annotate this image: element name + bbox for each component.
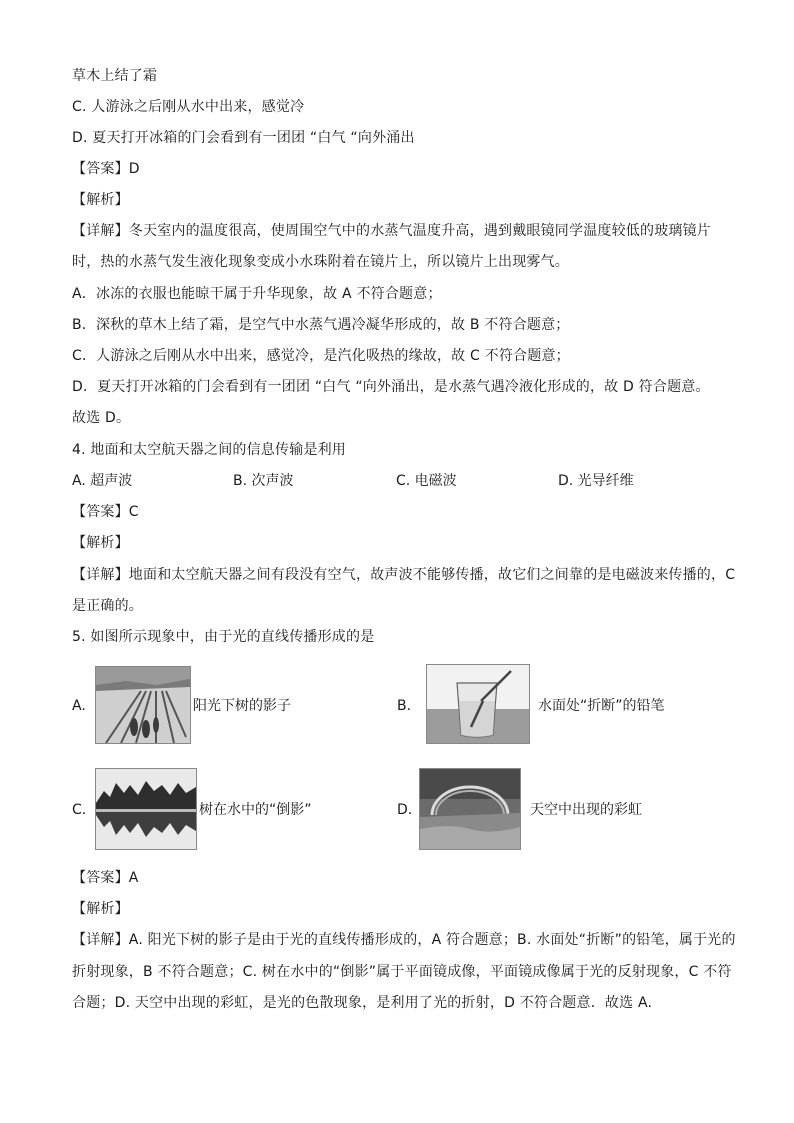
answer-label: 【答案】A [72, 870, 139, 886]
question-4-stem: 4. 地面和太空航天器之间的信息传输是利用 [72, 442, 347, 458]
option-c-text: C. 人游泳之后刚从水中出来，感觉冷 [72, 99, 305, 115]
option-d-text: D. 夏天打开冰箱的门会看到有一团团 “白气 “向外涌出 [72, 130, 415, 146]
q4-option-b: B. 次声波 [233, 473, 294, 489]
explanation-line: 时，热的水蒸气发生液化现象变成小水珠附着在镜片上，所以镜片上出现雾气。 [72, 254, 569, 270]
q4-option-c: C. 电磁波 [396, 473, 457, 489]
explanation-line: 【详解】冬天室内的温度很高，使周围空气中的水蒸气温度升高，遇到戴眼镜同学温度较低的玻璃镜片 [72, 223, 711, 239]
explanation-line: 【详解】A. 阳光下树的影子是由于光的直线传播形成的，A 符合题意；B. 水面处“折断”的铅笔，属于光的 [72, 932, 736, 948]
rainbow-photo [419, 768, 521, 850]
q5-option-b-letter: B. [397, 698, 412, 714]
q5-option-c-caption: 树在水中的“倒影” [199, 802, 312, 818]
question-5-stem: 5. 如图所示现象中，由于光的直线传播形成的是 [72, 629, 375, 645]
analysis-label: 【解析】 [72, 192, 129, 208]
q5-option-c-letter: C. [72, 802, 87, 818]
tree-reflection-photo [95, 768, 197, 850]
explanation-line: C．人游泳之后刚从水中出来，感觉冷，是汽化吸热的缘故，故 C 不符合题意； [72, 348, 570, 364]
q4-option-a: A. 超声波 [72, 473, 133, 489]
explanation-line: 【详解】地面和太空航天器之间有段没有空气，故声波不能够传播，故它们之间靠的是电磁波来传播的，C [72, 567, 736, 583]
q5-option-d-letter: D. [397, 802, 413, 818]
explanation-line: D．夏天打开冰箱的门会看到有一团团 “白气 “向外涌出，是水蒸气遇冷液化形成的，故 D 符合题意。 [72, 379, 710, 395]
answer-label: 【答案】C [72, 504, 139, 520]
analysis-label: 【解析】 [72, 901, 129, 917]
q5-option-a-caption: 阳光下树的影子 [193, 698, 291, 714]
explanation-line: 是正确的。 [72, 598, 143, 614]
explanation-line: B．深秋的草木上结了霜，是空气中水蒸气遇冷凝华形成的，故 B 不符合题意； [72, 317, 570, 333]
answer-label: 【答案】D [72, 161, 140, 177]
q4-option-d: D. 光导纤维 [558, 473, 634, 489]
tree-shadow-photo [95, 666, 191, 744]
text-line: 草木上结了霜 [72, 68, 158, 84]
explanation-line: 合题；D. 天空中出现的彩虹，是光的色散现象，是利用了光的折射，D 不符合题意．故选 A. [72, 995, 653, 1011]
analysis-label: 【解析】 [72, 535, 129, 551]
bent-pencil-photo [426, 664, 530, 744]
q5-option-d-caption: 天空中出现的彩虹 [530, 802, 642, 818]
explanation-line: A．冰冻的衣服也能晾干属于升华现象，故 A 不符合题意； [72, 286, 442, 302]
q5-option-b-caption: 水面处“折断”的铅笔 [538, 698, 665, 714]
explanation-line: 折射现象，B 不符合题意；C. 树在水中的“倒影”属于平面镜成像，平面镜成像属于光的反射现象，C 不符 [72, 964, 732, 980]
conclusion-line: 故选 D。 [72, 410, 131, 426]
q5-option-a-letter: A. [72, 698, 86, 714]
